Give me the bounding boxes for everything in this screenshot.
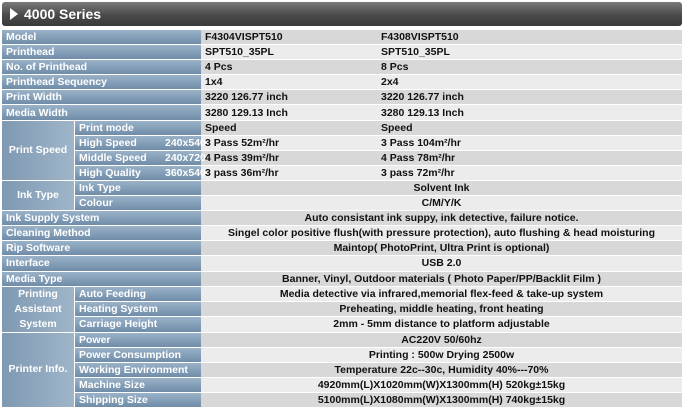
model-1: F4304VISPT510 [201,30,377,44]
table-row [2,136,682,150]
sub-label: Machine Size [74,378,201,392]
sub-label: Print mode [74,121,201,135]
cell-value: 8 Pcs [377,60,682,74]
row-label: Media Width [2,105,201,119]
sub-label: Power [74,333,201,347]
resolution: 240x540 [165,136,206,149]
table-row [2,166,682,180]
sub-label: Working Environment [74,363,201,377]
cell-value: Banner, Vinyl, Outdoor materials ( Photo Paper/PP/Backlit Film ) [201,272,682,286]
cell-value: 4 Pass 39m²/hr [201,151,377,165]
row-label: Interface [2,256,201,270]
cell-value: SPT510_35PL [201,45,377,59]
table-row [2,121,682,135]
table-row [2,211,682,225]
cell-value: 3280 129.13 Inch [201,105,377,119]
table-row [2,272,682,286]
table-row [2,45,682,59]
cell-value: Media detective via infrared,memorial flex-feed & take-up system [201,287,682,301]
table-row [2,196,682,210]
table-row [2,60,682,74]
sub-label: Power Consumption [74,348,201,362]
triangle-arrow-icon [10,8,18,20]
cell-value: 4920mm(L)X1020mm(W)X1300mm(H) 520kg±15kg [201,378,682,392]
cell-value: 2x4 [377,75,682,89]
table-row [2,105,682,119]
cell-value: SPT510_35PL [377,45,682,59]
row-label: Model [2,30,201,44]
cell-value: Singel color positive flush(with pressure protection), auto flushing & head moisturing [201,226,682,240]
row-label: Rip Software [2,241,201,255]
table-row [2,333,682,347]
sub-label: Ink Type [74,181,201,195]
cell-value: Speed [201,121,377,135]
table-row [2,393,682,407]
table-row [2,378,682,392]
sub-label: Heating System [74,302,201,316]
resolution: 240x720 [165,151,206,164]
speed-mode-name: Middle Speed [79,151,147,164]
table-row [2,256,682,270]
cell-value: Solvent Ink [201,181,682,195]
cell-value: Speed [377,121,682,135]
cell-value: 3280 129.13 Inch [377,105,682,119]
cell-value: 4 Pcs [201,60,377,74]
cell-value: 4 Pass 78m²/hr [377,151,682,165]
table-row [2,363,682,377]
sub-label [74,151,206,165]
table-row [2,151,682,165]
table-row [2,226,682,240]
cell-value: Maintop( PhotoPrint, Ultra Print is optional) [201,241,682,255]
row-label: Media Type [2,272,201,286]
cell-value: Auto consistant ink suppy, ink detective, failure notice. [201,211,682,225]
cell-value: C/M/Y/K [201,196,682,210]
row-label: Print Width [2,90,201,104]
cell-value: Preheating, middle heating, front heating [201,302,682,316]
spec-table [2,29,682,408]
sub-label [74,166,206,180]
sub-label [74,136,206,150]
resolution: 360x540 [165,166,206,179]
series-title: 4000 Series [24,6,102,22]
model-2: F4308VISPT510 [377,30,682,44]
cell-value: 3 pass 36m²/hr [201,166,377,180]
sub-label: Shipping Size [74,393,201,407]
table-row [2,241,682,255]
row-label: Ink Supply System [2,211,201,225]
table-row [2,287,682,301]
table-row [2,317,682,331]
table-row [2,348,682,362]
series-header [2,2,682,26]
table-row [2,181,682,195]
cell-value: 3 Pass 52m²/hr [201,136,377,150]
table-row [2,90,682,104]
cell-value: 5100mm(L)X1080mm(W)X1300mm(H) 740kg±15kg [201,393,682,407]
table-row [2,75,682,89]
sub-label: Auto Feeding [74,287,201,301]
row-label: No. of Printhead [2,60,201,74]
speed-mode-name: High Speed [79,136,137,149]
cell-value: 3 Pass 104m²/hr [377,136,682,150]
row-label: Cleaning Method [2,226,201,240]
cell-value: Printing : 500w Drying 2500w [201,348,682,362]
cell-value: Temperature 22c--30c, Humidity 40%---70% [201,363,682,377]
cell-value: AC220V 50/60hz [201,333,682,347]
table-row [2,302,682,316]
cell-value: 3 pass 72m²/hr [377,166,682,180]
group-label-ink-type: Ink Type [2,181,74,210]
cell-value: 2mm - 5mm distance to platform adjustable [201,317,682,331]
row-label: Printhead [2,45,201,59]
sub-label: Colour [74,196,201,210]
group-label-print-speed: Print Speed [2,121,74,180]
cell-value: 3220 126.77 inch [201,90,377,104]
group-label-printer-info: Printer Info. [2,333,74,407]
sub-label: Carriage Height [74,317,201,331]
row-label: Printhead Sequency [2,75,201,89]
cell-value: USB 2.0 [201,256,682,270]
table-row [2,30,682,44]
group-label-printing-assistant: Printing Assistant System [2,287,74,332]
cell-value: 3220 126.77 inch [377,90,682,104]
cell-value: 1x4 [201,75,377,89]
speed-mode-name: High Quality [79,166,141,179]
